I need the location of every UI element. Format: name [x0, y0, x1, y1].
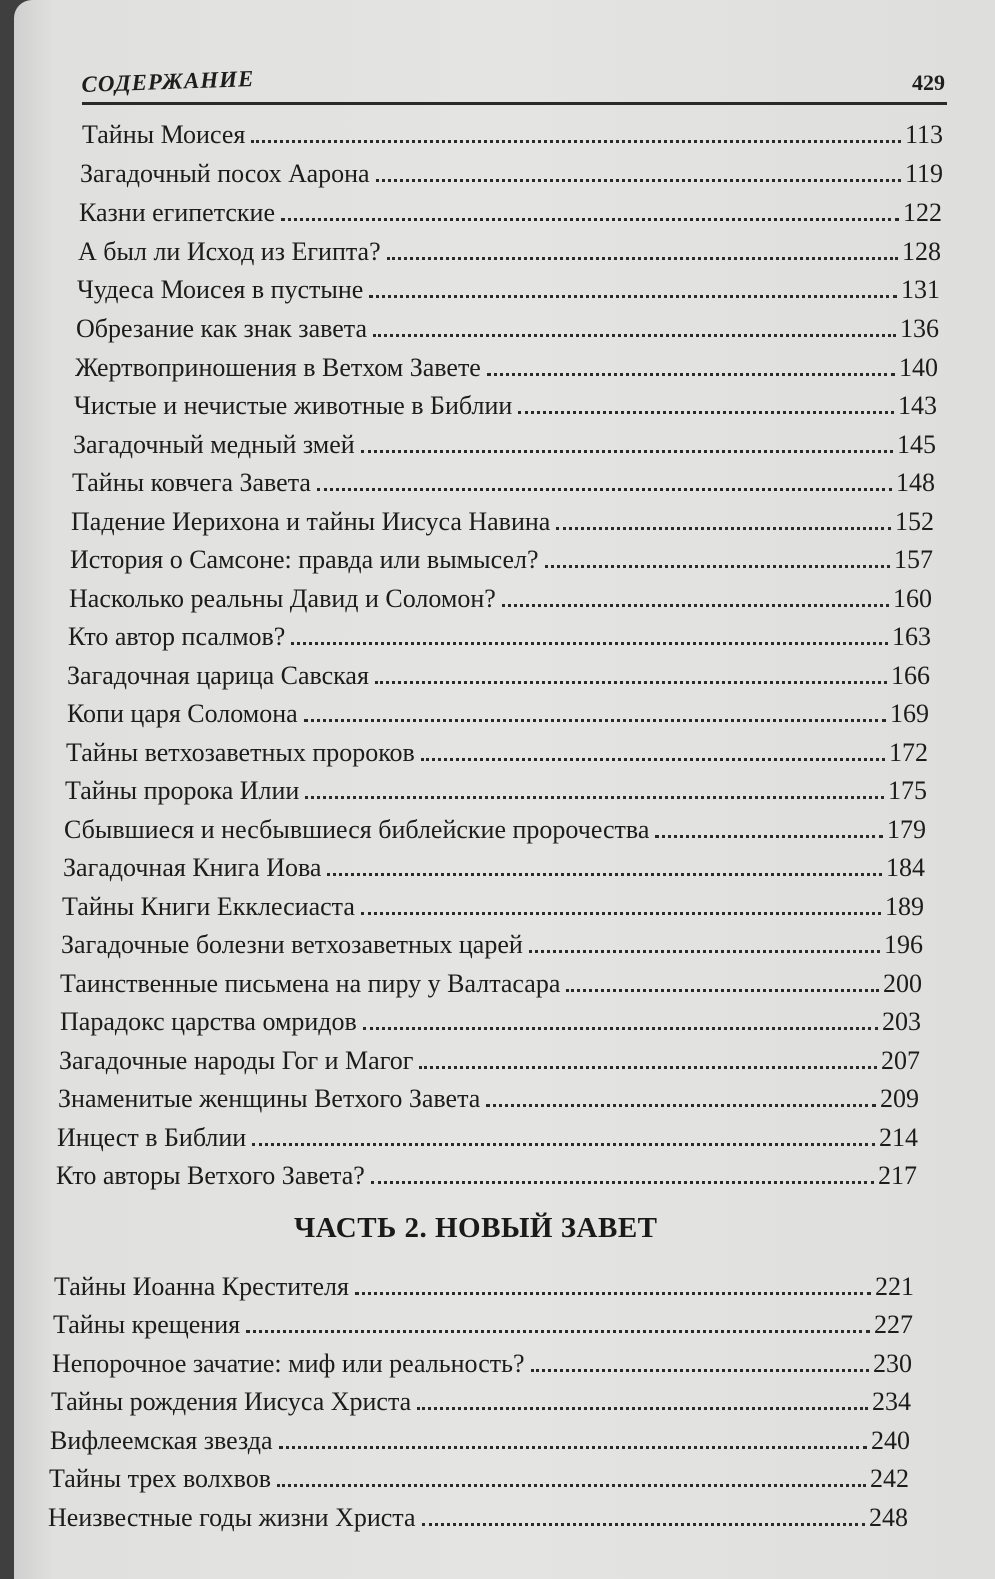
page-header: [82, 60, 947, 105]
leader-dots: [291, 641, 888, 645]
toc-entry: [77, 271, 940, 305]
toc-entry: [48, 1499, 908, 1533]
leader-dots: [422, 1522, 865, 1526]
toc-entry: [74, 387, 937, 421]
leader-dots: [655, 834, 883, 838]
toc-entry-page: 169: [890, 699, 929, 728]
leader-dots: [281, 217, 899, 221]
leader-dots: [502, 603, 889, 607]
leader-dots: [566, 988, 879, 992]
toc-entry: [68, 618, 931, 652]
toc-entry-title: Тайны пророка Илии: [65, 776, 300, 805]
toc-entry-title: Сбывшиеся и несбывшиеся библейские пророчества: [64, 815, 650, 844]
toc-entry: [75, 349, 938, 383]
toc-entry-title: Чудеса Моисея в пустыне: [77, 275, 364, 304]
toc-entry-page: 242: [870, 1464, 909, 1493]
toc-entry-page: 203: [882, 1007, 921, 1036]
toc-entry-title: Кто автор псалмов?: [68, 622, 286, 651]
toc-entry-title: Непорочное зачатие: миф или реальность?: [52, 1349, 525, 1378]
toc-entry-title: Тайны ковчега Завета: [72, 468, 311, 497]
toc-entry-title: Тайны Моисея: [82, 120, 246, 149]
toc-entry-title: Насколько реальны Давид и Соломон?: [69, 584, 496, 613]
toc-entry: [60, 965, 922, 999]
toc-entry-page: 189: [885, 892, 924, 921]
leader-dots: [373, 333, 896, 337]
toc-entry-page: 179: [887, 815, 926, 844]
leader-dots: [252, 1142, 875, 1146]
toc-entry-page: 131: [901, 275, 940, 304]
toc-entry: [54, 1268, 914, 1302]
toc-entry-title: Тайны ветхозаветных пророков: [66, 738, 415, 767]
leader-dots: [246, 1329, 870, 1333]
toc-entry-page: 172: [889, 738, 928, 767]
toc-entry-title: Тайны Книги Екклесиаста: [62, 892, 355, 921]
leader-dots: [279, 1445, 867, 1449]
leader-dots: [363, 1026, 878, 1030]
toc-entry-title: Копи царя Соломона: [67, 699, 298, 728]
toc-entry-page: 217: [878, 1161, 917, 1190]
leader-dots: [317, 487, 892, 491]
toc-entry-title: Жертвоприношения в Ветхом Завете: [75, 353, 481, 382]
toc-entry-page: 145: [897, 430, 936, 459]
leader-dots: [327, 872, 882, 876]
section-heading-part-2: ЧАСТЬ 2. НОВЫЙ ЗАВЕТ: [294, 1212, 658, 1244]
header-page-number: 429: [912, 70, 945, 95]
leader-dots: [531, 1368, 870, 1372]
toc-entry-page: 166: [891, 661, 930, 690]
leader-dots: [486, 1103, 876, 1107]
toc-entry-page: 227: [874, 1310, 913, 1339]
leader-dots: [387, 256, 898, 260]
toc-entry: [71, 503, 934, 537]
toc-entry-page: 119: [904, 159, 943, 188]
toc-entry-page: 175: [888, 776, 927, 805]
leader-dots: [529, 949, 880, 953]
leader-dots: [277, 1483, 866, 1487]
leader-dots: [371, 1180, 874, 1184]
leader-dots: [417, 1406, 868, 1410]
toc-entry: [72, 464, 935, 498]
toc-entry-page: 184: [886, 853, 925, 882]
toc-entry: [49, 1460, 909, 1494]
toc-entry-title: Вифлеемская звезда: [50, 1426, 273, 1455]
toc-entry: [79, 194, 942, 228]
toc-entry-page: 248: [869, 1503, 908, 1532]
toc-entry: [67, 695, 929, 729]
toc-entry: [65, 772, 927, 806]
leader-dots: [361, 911, 881, 915]
toc-entry-title: Инцест в Библии: [57, 1123, 247, 1152]
leader-dots: [375, 680, 887, 684]
toc-entry: [82, 116, 943, 150]
toc-entry-title: Загадочная Книга Иова: [63, 853, 322, 882]
toc-entry-title: Тайны Иоанна Крестителя: [54, 1272, 349, 1301]
toc-entry-page: 196: [884, 930, 923, 959]
leader-dots: [421, 757, 885, 761]
toc-entry: [59, 1042, 920, 1076]
toc-entry: [56, 1157, 917, 1191]
toc-entry-title: Обрезание как знак завета: [76, 314, 368, 343]
toc-entry: [50, 1422, 910, 1456]
toc-entry: [62, 888, 924, 922]
toc-entry-page: 234: [872, 1387, 911, 1416]
toc-entry-title: История о Самсоне: правда или вымысел?: [70, 545, 539, 574]
toc-entry-title: Тайны рождения Иисуса Христа: [51, 1387, 412, 1416]
toc-entry: [80, 155, 943, 189]
toc-entry: [73, 426, 936, 460]
leader-dots: [556, 526, 891, 530]
leader-dots: [304, 718, 886, 722]
toc-entry-page: 160: [893, 584, 932, 613]
toc-entry: [70, 541, 933, 575]
toc-entry-page: 221: [875, 1272, 914, 1301]
toc-entry: [69, 580, 932, 614]
toc-entry: [60, 1003, 921, 1037]
toc-entry: [58, 1080, 919, 1114]
toc-entry-page: 209: [880, 1084, 919, 1113]
toc-entry-title: Падение Иерихона и тайны Иисуса Навина: [71, 507, 551, 536]
toc-entry: [76, 310, 939, 344]
toc-entry: [67, 657, 930, 691]
toc-entry: [51, 1383, 911, 1417]
toc-entry-title: Загадочный посох Аарона: [80, 159, 370, 188]
leader-dots: [419, 1065, 877, 1069]
toc-entry: [63, 849, 925, 883]
toc-entry-title: Таинственные письмена на пиру у Валтасара: [60, 969, 561, 998]
toc-entry-title: Парадокс царства омридов: [60, 1007, 357, 1036]
toc-entry-page: 140: [899, 353, 938, 382]
book-page: [14, 0, 995, 1579]
toc-entry-title: Загадочная царица Савская: [67, 661, 369, 690]
leader-dots: [361, 449, 893, 453]
toc-entry-page: 128: [902, 237, 941, 266]
leader-dots: [355, 1291, 871, 1295]
leader-dots: [369, 294, 897, 298]
toc-entry-title: Чистые и нечистые животные в Библии: [74, 391, 513, 420]
toc-entry-title: Тайны крещения: [53, 1310, 241, 1339]
toc-entry: [64, 811, 926, 845]
toc-entry-title: А был ли Исход из Египта?: [78, 237, 381, 266]
toc-entry-page: 148: [896, 468, 935, 497]
toc-entry-page: 240: [871, 1426, 910, 1455]
toc-entry-title: Загадочный медный змей: [73, 430, 355, 459]
leader-dots: [518, 410, 894, 414]
toc-entry: [57, 1119, 918, 1153]
toc-entry-page: 113: [904, 120, 943, 149]
leader-dots: [305, 795, 884, 799]
toc-entry-page: 200: [883, 969, 922, 998]
leader-dots: [487, 372, 895, 376]
toc-entry: [61, 926, 923, 960]
toc-entry-title: Неизвестные годы жизни Христа: [48, 1503, 416, 1532]
toc-entry-page: 152: [895, 507, 934, 536]
leader-dots: [376, 178, 901, 182]
toc-entry-title: Загадочные народы Гог и Магог: [59, 1046, 414, 1075]
toc-entry-page: 136: [900, 314, 939, 343]
toc-entry-page: 143: [898, 391, 937, 420]
toc-entry-title: Кто авторы Ветхого Завета?: [56, 1161, 365, 1190]
toc-entry-page: 230: [873, 1349, 912, 1378]
toc-entry-page: 157: [894, 545, 933, 574]
leader-dots: [251, 139, 901, 143]
toc-entry: [52, 1345, 912, 1379]
header-title: СОДЕРЖАНИЕ: [81, 65, 255, 98]
toc-entry-page: 214: [879, 1123, 918, 1152]
toc-entry-title: Знаменитые женщины Ветхого Завета: [58, 1084, 481, 1113]
toc-entry: [53, 1306, 913, 1340]
leader-dots: [545, 564, 891, 568]
toc-entry-page: 122: [903, 198, 942, 227]
toc-entry-title: Тайны трех волхвов: [49, 1464, 272, 1493]
toc-entry-title: Казни египетские: [79, 198, 276, 227]
toc-entry-page: 207: [881, 1046, 920, 1075]
toc-entry-title: Загадочные болезни ветхозаветных царей: [61, 930, 523, 959]
toc-entry: [78, 233, 941, 267]
toc-entry-page: 163: [892, 622, 931, 651]
toc-entry: [66, 734, 928, 768]
